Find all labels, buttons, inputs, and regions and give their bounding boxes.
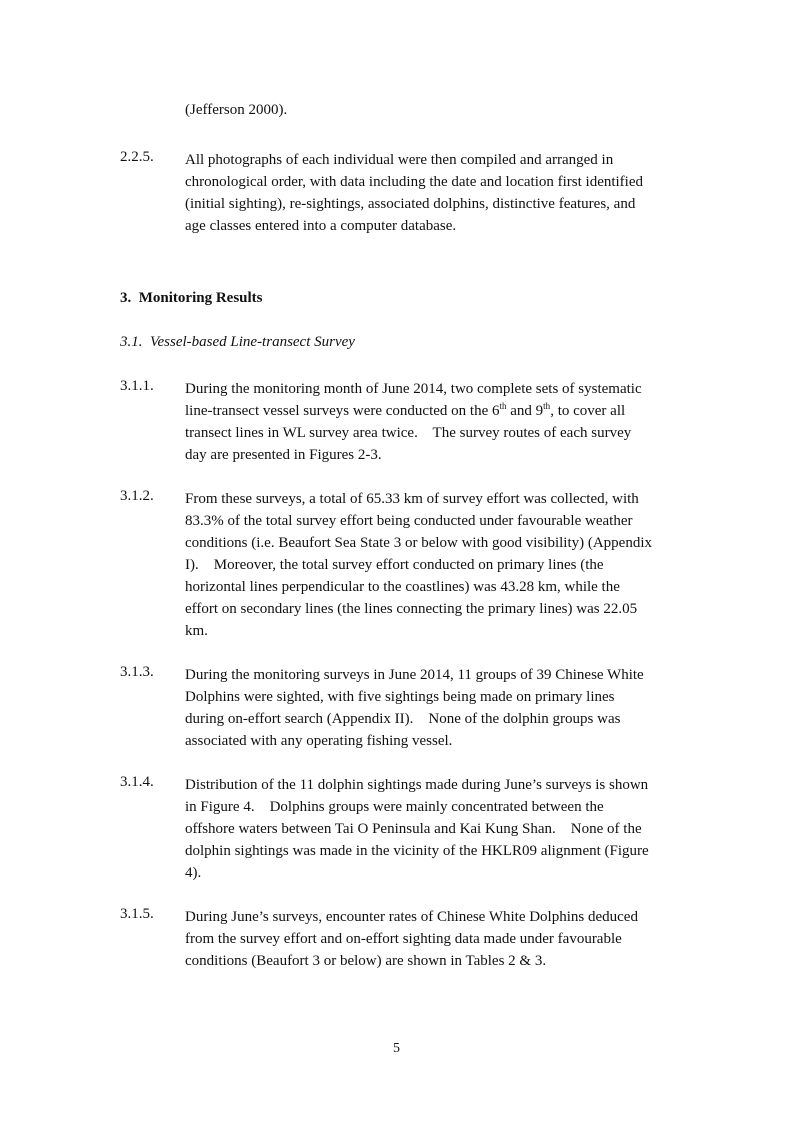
paragraph-line: age classes entered into a computer database.	[185, 218, 457, 234]
paragraph-number: 3.1.1.	[120, 378, 154, 394]
paragraph-line: During the monitoring surveys in June 2014, 11 groups of 39 Chinese White	[185, 667, 644, 683]
paragraph-body	[185, 488, 680, 642]
paragraph-line: dolphin sightings was made in the vicinity of the HKLR09 alignment (Figure	[185, 843, 649, 859]
paragraph-line: horizontal lines perpendicular to the coastlines) was 43.28 km, while the	[185, 579, 620, 595]
paragraph-line: During the monitoring month of June 2014, two complete sets of systematic	[185, 381, 642, 397]
section-number: 3.	[120, 290, 132, 306]
ordinal-suffix: th	[499, 401, 507, 411]
paragraph-line: Dolphins were sighted, with five sightings being made on primary lines	[185, 689, 615, 705]
paragraph-line: 83.3% of the total survey effort being conducted under favourable weather	[185, 513, 633, 529]
paragraph-line: offshore waters between Tai O Peninsula and Kai Kung Shan. None of the	[185, 821, 642, 837]
paragraph-3-1-4	[120, 774, 680, 884]
paragraph-line: From these surveys, a total of 65.33 km of survey effort was collected, with	[185, 491, 639, 507]
subsection-number: 3.1.	[120, 334, 143, 350]
paragraph-line: chronological order, with data including the date and location first identified	[185, 174, 644, 190]
paragraph-number: 2.2.5.	[120, 149, 154, 165]
paragraph-body	[185, 774, 680, 884]
paragraph-3-1-3	[120, 664, 680, 752]
page-number: 5	[393, 1041, 400, 1056]
paragraph-line: km.	[185, 623, 208, 639]
paragraph-line: effort on secondary lines (the lines connecting the primary lines) was 22.05	[185, 601, 638, 617]
paragraph-line: day are presented in Figures 2-3.	[185, 447, 382, 463]
paragraph-body	[185, 906, 680, 972]
paragraph-line: line-transect vessel surveys were conducted on the 6th and 9th, to cover all	[185, 401, 626, 419]
paragraph-line: during on-effort search (Appendix II). None of the dolphin groups was	[185, 711, 621, 727]
paragraph-number: 3.1.3.	[120, 664, 154, 680]
subsection-heading	[120, 334, 355, 351]
ordinal-suffix: th	[543, 401, 551, 411]
paragraph-3-1-5	[120, 906, 680, 972]
paragraph-body	[185, 378, 680, 466]
paragraph-line: During June’s surveys, encounter rates of Chinese White Dolphins deduced	[185, 909, 638, 925]
paragraph-line: (initial sighting), re-sightings, associated dolphins, distinctive features, and	[185, 196, 636, 212]
paragraph-line: conditions (i.e. Beaufort Sea State 3 or below with good visibility) (Appendix	[185, 535, 653, 551]
paragraph-3-1-1	[120, 378, 680, 466]
continuation-text: (Jefferson 2000).	[185, 102, 288, 118]
subsection-title: Vessel-based Line-transect Survey	[150, 334, 355, 350]
paragraph-line: conditions (Beaufort 3 or below) are shown in Tables 2 & 3.	[185, 953, 547, 969]
paragraph-line: I). Moreover, the total survey effort conducted on primary lines (the	[185, 557, 604, 573]
paragraph-line: transect lines in WL survey area twice. The survey routes of each survey	[185, 425, 632, 441]
section-title: Monitoring Results	[138, 290, 263, 306]
paragraph-number: 3.1.2.	[120, 488, 154, 504]
paragraph-line: All photographs of each individual were then compiled and arranged in	[185, 152, 614, 168]
paragraph-2-2-5	[120, 149, 680, 237]
paragraph-body	[185, 664, 680, 752]
paragraph-3-1-2	[120, 488, 680, 642]
paragraph-line: Distribution of the 11 dolphin sightings made during June’s surveys is shown	[185, 777, 649, 793]
paragraph-line: 4).	[185, 865, 202, 881]
paragraph-line: associated with any operating fishing vessel.	[185, 733, 453, 749]
paragraph-line: in Figure 4. Dolphins groups were mainly concentrated between the	[185, 799, 604, 815]
section-heading	[120, 290, 263, 307]
paragraph-body	[185, 149, 680, 237]
paragraph-number: 3.1.5.	[120, 906, 154, 922]
paragraph-number: 3.1.4.	[120, 774, 154, 790]
paragraph-line: from the survey effort and on-effort sighting data made under favourable	[185, 931, 622, 947]
